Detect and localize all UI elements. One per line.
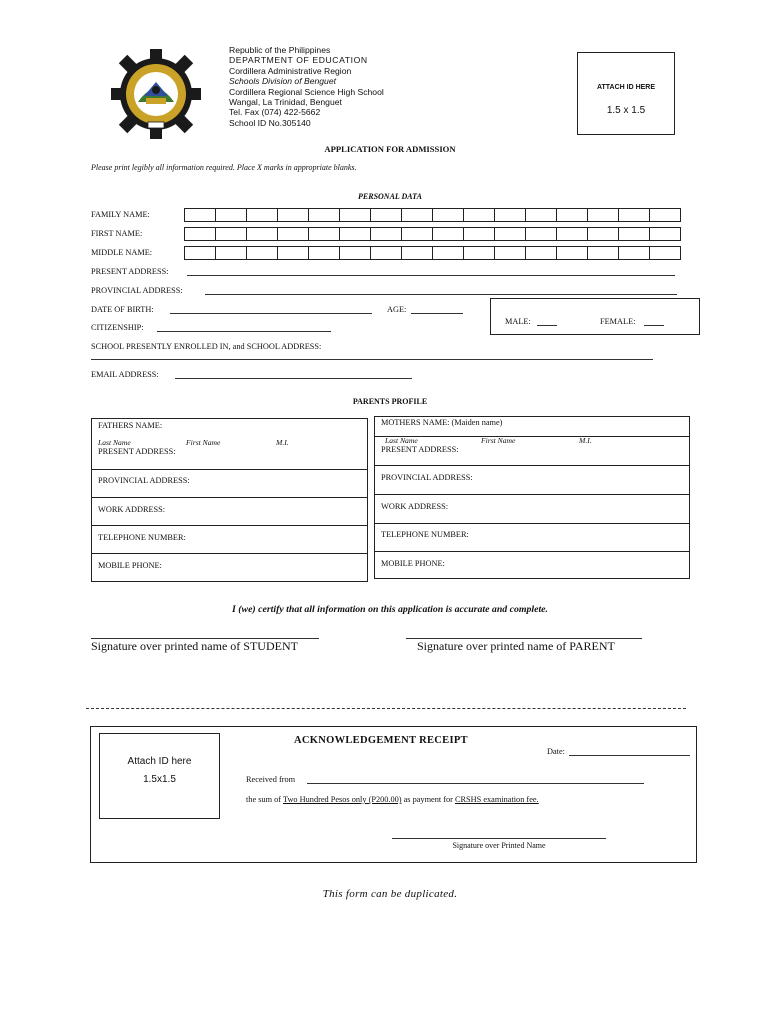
received-from-line[interactable] [307,775,644,784]
first-name-boxes[interactable] [184,227,681,241]
receipt-photo-box [99,733,220,819]
sum-prefix: the sum of [246,795,283,804]
family-name-boxes[interactable] [184,208,681,222]
school-label: SCHOOL PRESENTLY ENROLLED IN, and SCHOOL ADDRESS: [91,342,322,351]
mother-telephone-label: TELEPHONE NUMBER: [381,530,469,539]
header-line: DEPARTMENT OF EDUCATION [229,55,368,66]
photo-box [577,52,675,135]
header-line: School ID No.305140 [229,117,311,128]
father-mobile-label: MOBILE PHONE: [98,561,162,570]
receipt-date-line[interactable] [569,747,690,756]
father-first-name-caption: First Name [186,438,221,447]
father-mi-caption: M.I. [276,438,289,447]
instructions: Please print legibly all information required. Place X marks in appropriate blanks. [91,163,357,172]
provincial-address-line[interactable] [205,286,677,295]
mother-mi-caption: M.I. [579,436,592,445]
provincial-address-label: PROVINCIAL ADDRESS: [91,286,183,295]
father-provincial-address-label: PROVINCIAL ADDRESS: [98,476,190,485]
header-line: Wangal, La Trinidad, Benguet [229,97,342,108]
family-name-label: FAMILY NAME: [91,210,150,219]
citizenship-label: CITIZENSHIP: [91,323,144,332]
receipt-signature-line[interactable] [392,838,606,839]
receipt-photo-size: 1.5x1.5 [143,774,176,785]
date-of-birth-label: DATE OF BIRTH: [91,305,154,314]
male-label: MALE: [505,317,531,326]
citizenship-line[interactable] [157,323,331,332]
photo-box-size: 1.5 x 1.5 [606,105,646,116]
father-telephone-label: TELEPHONE NUMBER: [98,533,186,542]
header-line: Republic of the Philippines [229,45,331,55]
header-line: Cordillera Administrative Region [229,65,352,76]
mother-mobile-label: MOBILE PHONE: [381,559,445,568]
school-logo [108,46,204,142]
father-present-address-label: PRESENT ADDRESS: [98,447,176,456]
age-label: AGE: [387,305,407,314]
gender-box [490,298,700,335]
school-line[interactable] [91,351,653,360]
first-name-label: FIRST NAME: [91,229,143,238]
receipt-photo-label: Attach ID here [127,756,192,767]
mother-first-name-caption: First Name [481,436,516,445]
received-from-label: Received from [246,775,296,784]
present-address-line[interactable] [187,267,675,276]
acknowledgement-receipt [90,726,697,863]
mother-last-name-caption: Last Name [385,436,418,445]
female-line[interactable] [644,317,664,326]
header-line: Schools Division of Benguet [229,76,337,87]
payment-amount: Two Hundred Pesos only (P200.00) [282,795,402,804]
mother-present-address-label: PRESENT ADDRESS: [381,445,459,454]
school-header [229,45,384,128]
mother-provincial-address-label: PROVINCIAL ADDRESS: [381,473,473,482]
father-profile-box [91,418,368,582]
payment-purpose: CRSHS examination fee. [454,795,539,804]
section-heading-parents-profile: PARENTS PROFILE [352,397,428,406]
mother-work-address-label: WORK ADDRESS: [381,502,449,511]
header-line: Cordillera Regional Science High School [229,86,384,97]
cut-line [86,708,686,709]
email-label: EMAIL ADDRESS: [91,370,159,379]
student-signature-caption: Signature over printed name of STUDENT [91,639,298,653]
parent-signature-caption: Signature over printed name of PARENT [417,639,615,653]
footer-note: This form can be duplicated. [322,888,458,900]
photo-box-label: ATTACH ID HERE [596,84,656,91]
section-heading-personal-data: PERSONAL DATA [358,192,422,201]
father-last-name-caption: Last Name [98,438,131,447]
female-label: FEMALE: [600,317,636,326]
receipt-signature-caption: Signature over Printed Name [452,841,546,850]
payment-sentence [246,795,539,804]
receipt-heading: ACKNOWLEDGEMENT RECEIPT [294,735,468,746]
receipt-date-label: Date: [547,747,565,756]
payment-for: as payment for [401,795,455,804]
header-line: Tel. Fax (074) 422-5662 [229,107,321,118]
mother-name-label: MOTHERS NAME: (Maiden name) [381,418,503,427]
email-line[interactable] [175,370,412,379]
male-line[interactable] [537,317,557,326]
date-of-birth-line[interactable] [170,305,372,314]
father-name-label: FATHERS NAME: [98,421,163,430]
father-work-address-label: WORK ADDRESS: [98,505,166,514]
form-title: APPLICATION FOR ADMISSION [324,144,456,154]
middle-name-boxes[interactable] [184,246,681,260]
present-address-label: PRESENT ADDRESS: [91,267,169,276]
certification-statement: I (we) certify that all information on this application is accurate and complete. [232,604,548,615]
age-line[interactable] [411,305,463,314]
middle-name-label: MIDDLE NAME: [91,248,153,257]
mother-profile-box [374,416,690,579]
